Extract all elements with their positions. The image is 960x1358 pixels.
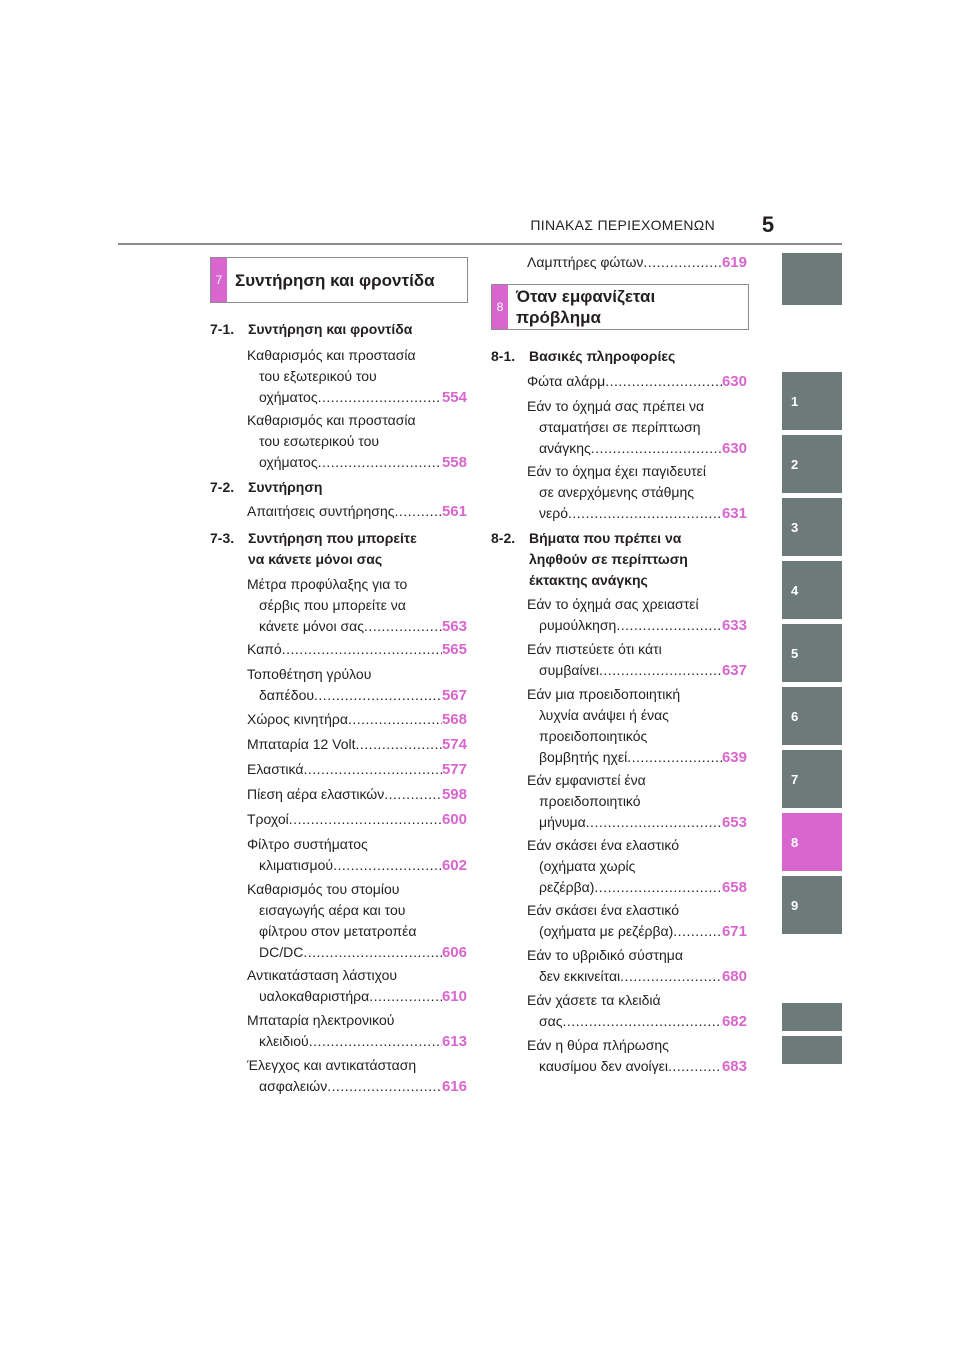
- entry-line: κάνετε μόνοι σας: [259, 618, 364, 634]
- entry-line: λυχνία ανάψει ή ένας: [539, 707, 669, 723]
- dot-leader: [289, 809, 442, 830]
- page-reference[interactable]: 683: [721, 1058, 747, 1075]
- page-reference[interactable]: 554: [441, 389, 467, 406]
- page-reference[interactable]: 574: [441, 736, 467, 753]
- tab-label: 8: [791, 834, 799, 850]
- dot-leader: [303, 759, 442, 780]
- page-reference[interactable]: 602: [441, 857, 467, 874]
- toc-entry[interactable]: [527, 371, 747, 392]
- toc-entry[interactable]: [247, 574, 467, 637]
- entry-line: Απαιτήσεις συντήρησης: [247, 503, 395, 519]
- entry-line: σέρβις που μπορείτε να: [259, 597, 406, 613]
- subsection-number: 7-2.: [210, 479, 235, 495]
- toc-entry[interactable]: [247, 965, 467, 1007]
- tab-chapter-1[interactable]: [782, 372, 842, 430]
- page-reference[interactable]: 637: [721, 662, 747, 679]
- tab-chapter-2[interactable]: [782, 435, 842, 493]
- page-reference[interactable]: 633: [721, 617, 747, 634]
- entry-line: δαπέδου: [259, 687, 315, 703]
- entry-line: Μπαταρία 12 Volt: [247, 736, 356, 752]
- page-reference[interactable]: 577: [441, 761, 467, 778]
- tab-label: 2: [791, 456, 799, 472]
- dot-leader: [591, 438, 722, 459]
- dot-leader: [616, 615, 722, 636]
- dot-leader: [668, 1056, 722, 1077]
- entry-line: Αντικατάσταση λάστιχου: [247, 967, 398, 983]
- subsection-8-2: [491, 528, 751, 591]
- entry-line: DC/DC: [259, 944, 304, 960]
- entry-line: Τοποθέτηση γρύλου: [247, 666, 372, 682]
- toc-entry[interactable]: [247, 664, 467, 706]
- tab-blank-top[interactable]: [782, 253, 842, 305]
- entry-line: Εάν το υβριδικό σύστημα: [527, 947, 683, 963]
- entry-line: Εάν σκάσει ένα ελαστικό: [527, 837, 680, 853]
- page-reference[interactable]: 568: [441, 711, 467, 728]
- toc-entry[interactable]: [527, 594, 747, 636]
- dot-leader: [369, 986, 442, 1007]
- toc-entry[interactable]: [527, 396, 747, 459]
- entry-line: Μπαταρία ηλεκτρονικού: [247, 1012, 395, 1028]
- section-number: 8: [492, 285, 508, 329]
- page-reference[interactable]: 680: [721, 968, 747, 985]
- entry-line: Εάν πιστεύετε ότι κάτι: [527, 641, 662, 657]
- toc-entry[interactable]: [247, 809, 467, 830]
- entry-line: ρεζέρβα): [539, 879, 595, 895]
- dot-leader: [356, 734, 442, 755]
- subsection-title: έκτακτης ανάγκης: [529, 572, 648, 588]
- subsection-title: Βήματα που πρέπει να: [529, 530, 682, 546]
- section-number: 7: [211, 258, 227, 302]
- page-reference[interactable]: 563: [441, 618, 467, 635]
- dot-leader: [318, 452, 442, 473]
- entry-line: ασφαλειών: [259, 1078, 328, 1094]
- entry-line: Φώτα αλάρμ: [527, 373, 606, 389]
- subsection-number: 7-1.: [210, 321, 235, 337]
- entry-line: νερό: [539, 505, 568, 521]
- tab-label: 7: [791, 771, 799, 787]
- toc-entry[interactable]: [247, 1010, 467, 1052]
- dot-leader: [599, 660, 722, 681]
- tab-chapter-6[interactable]: [782, 687, 842, 745]
- dot-leader: [348, 709, 442, 730]
- entry-line: συμβαίνει: [539, 662, 599, 678]
- toc-entry[interactable]: [527, 900, 747, 942]
- toc-entry[interactable]: [247, 709, 467, 730]
- toc-entry[interactable]: [247, 759, 467, 780]
- dot-leader: [620, 966, 722, 987]
- tab-label: 3: [791, 519, 799, 535]
- page-reference[interactable]: 616: [441, 1078, 467, 1095]
- entry-line: Πίεση αέρα ελαστικών: [247, 786, 385, 802]
- toc-entry[interactable]: [247, 501, 467, 522]
- entry-line: οχήματος: [259, 389, 318, 405]
- toc-entry[interactable]: [247, 410, 467, 473]
- entry-line: ανάγκης: [539, 440, 591, 456]
- toc-entry[interactable]: [527, 990, 747, 1032]
- subsection-number: 7-3.: [210, 530, 235, 546]
- entry-line: Χώρος κινητήρα: [247, 711, 348, 727]
- subsection-title: Βασικές πληροφορίες: [529, 348, 676, 364]
- dot-leader: [673, 921, 722, 942]
- page-reference[interactable]: 630: [721, 440, 747, 457]
- page-reference[interactable]: 658: [721, 879, 747, 896]
- entry-line: Εάν σκάσει ένα ελαστικό: [527, 902, 680, 918]
- entry-line: φίλτρου στον μετατροπέα: [259, 923, 417, 939]
- subsection-title: Συντήρηση: [248, 479, 323, 495]
- tab-chapter-3[interactable]: [782, 498, 842, 556]
- tab-chapter-7[interactable]: [782, 750, 842, 808]
- entry-line: Λαμπτήρες φώτων: [527, 254, 644, 270]
- entry-line: Καθαρισμός και προστασία: [247, 347, 416, 363]
- toc-entry[interactable]: [527, 684, 747, 768]
- page-reference[interactable]: 671: [721, 923, 747, 940]
- section-title-line: Όταν εμφανίζεται: [516, 287, 656, 306]
- tab-chapter-9[interactable]: [782, 876, 842, 934]
- entry-line: Τροχοί: [247, 811, 289, 827]
- page-reference[interactable]: 600: [441, 811, 467, 828]
- tab-label: 1: [791, 393, 799, 409]
- tab-label: 4: [791, 582, 799, 598]
- entry-line: εισαγωγής αέρα και του: [259, 902, 406, 918]
- entry-line: σας: [539, 1013, 563, 1029]
- dot-leader: [333, 855, 442, 876]
- page-number: 5: [761, 212, 775, 237]
- toc-entry[interactable]: [527, 945, 747, 987]
- entry-line: Εάν εμφανιστεί ένα: [527, 772, 646, 788]
- page-reference[interactable]: 682: [721, 1013, 747, 1030]
- page-reference[interactable]: 630: [721, 373, 747, 390]
- entry-line: δεν εκκινείται: [539, 968, 621, 984]
- page-reference[interactable]: 631: [721, 505, 747, 522]
- tab-label: 6: [791, 708, 799, 724]
- entry-line: Καθαρισμός του στομίου: [247, 881, 400, 897]
- dot-leader: [627, 747, 722, 768]
- toc-entry[interactable]: [247, 345, 467, 408]
- page-reference[interactable]: 653: [721, 814, 747, 831]
- entry-line: Εάν η θύρα πλήρωσης: [527, 1037, 669, 1053]
- page-reference[interactable]: 558: [441, 454, 467, 471]
- section-title-line: πρόβλημα: [516, 308, 601, 327]
- dot-leader: [568, 503, 722, 524]
- header-divider: [118, 243, 842, 245]
- dot-leader: [384, 784, 442, 805]
- dot-leader: [364, 616, 442, 637]
- section-title: [516, 285, 742, 329]
- page-reference[interactable]: 619: [721, 254, 747, 271]
- toc-entry[interactable]: [527, 1035, 747, 1077]
- dot-leader: [303, 942, 442, 963]
- entry-line: κλειδιού: [259, 1033, 309, 1049]
- subsection-title: να κάνετε μόνοι σας: [248, 551, 383, 567]
- toc-entry[interactable]: [247, 879, 467, 963]
- page-reference[interactable]: 565: [441, 641, 467, 658]
- header-title: ΠΙΝΑΚΑΣ ΠΕΡΙΕΧΟΜΕΝΩΝ: [530, 217, 715, 233]
- entry-line: Εάν το όχημά σας πρέπει να: [527, 398, 705, 414]
- dot-leader: [282, 639, 442, 660]
- entry-line: (οχήματα με ρεζέρβα): [539, 923, 674, 939]
- entry-line: του εξωτερικού του: [259, 368, 377, 384]
- dot-leader: [309, 1031, 442, 1052]
- page-reference[interactable]: 613: [441, 1033, 467, 1050]
- page-reference[interactable]: 598: [441, 786, 467, 803]
- entry-line: Εάν το όχημα έχει παγιδευτεί: [527, 463, 706, 479]
- dot-leader: [395, 501, 442, 522]
- section-title: Συντήρηση και φροντίδα: [235, 270, 435, 290]
- dot-leader: [605, 371, 722, 392]
- toc-entry[interactable]: [527, 770, 747, 833]
- entry-line: καυσίμου δεν ανοίγει: [539, 1058, 668, 1074]
- entry-line: Φίλτρο συστήματος: [247, 836, 368, 852]
- page-reference[interactable]: 606: [441, 944, 467, 961]
- dot-leader: [643, 252, 722, 273]
- dot-leader: [318, 387, 442, 408]
- toc-entry[interactable]: [247, 784, 467, 805]
- subsection-title: ληφθούν σε περίπτωση: [529, 551, 688, 567]
- entry-line: Καπό: [247, 641, 282, 657]
- entry-line: Έλεγχος και αντικατάσταση: [247, 1057, 417, 1073]
- entry-line: του εσωτερικού του: [259, 433, 380, 449]
- entry-line: προειδοποιητικός: [539, 728, 648, 744]
- subsection-number: 8-1.: [491, 348, 516, 364]
- page-reference[interactable]: 561: [441, 503, 467, 520]
- toc-entry[interactable]: [527, 639, 747, 681]
- page-reference[interactable]: 610: [441, 988, 467, 1005]
- tab-chapter-5[interactable]: [782, 624, 842, 682]
- entry-line: Μέτρα προφύλαξης για το: [247, 576, 408, 592]
- entry-line: ρυμούλκηση: [539, 617, 617, 633]
- entry-line: βομβητής ηχεί: [539, 749, 628, 765]
- toc-entry[interactable]: [247, 1055, 467, 1097]
- tab-label: 9: [791, 897, 799, 913]
- entry-line: σε ανερχόμενης στάθμης: [539, 484, 695, 500]
- entry-line: σταματήσει σε περίπτωση: [539, 419, 701, 435]
- entry-line: κλιματισμού: [259, 857, 334, 873]
- entry-line: μήνυμα: [539, 814, 586, 830]
- entry-line: Ελαστικά: [247, 761, 304, 777]
- tab-index-a[interactable]: [782, 1003, 842, 1031]
- toc-entry[interactable]: [247, 639, 467, 660]
- dot-leader: [327, 1076, 442, 1097]
- entry-line: Εάν το όχημά σας χρειαστεί: [527, 596, 699, 612]
- subsection-title: Συντήρηση που μπορείτε: [248, 530, 417, 546]
- page-reference[interactable]: 639: [721, 749, 747, 766]
- dot-leader: [562, 1011, 721, 1032]
- entry-line: (οχήματα χωρίς: [539, 858, 636, 874]
- tab-label: 5: [791, 645, 799, 661]
- section-header-8: [491, 284, 749, 330]
- tab-chapter-8[interactable]: [782, 813, 842, 871]
- subsection-number: 8-2.: [491, 530, 516, 546]
- dot-leader: [594, 877, 722, 898]
- toc-entry[interactable]: [527, 252, 747, 273]
- tab-index-b[interactable]: [782, 1036, 842, 1064]
- toc-entry[interactable]: [247, 834, 467, 876]
- dot-leader: [586, 812, 722, 833]
- section-header-7: [210, 257, 468, 303]
- entry-line: οχήματος: [259, 454, 318, 470]
- entry-line: υαλοκαθαριστήρα: [259, 988, 370, 1004]
- toc-entry[interactable]: [247, 734, 467, 755]
- dot-leader: [314, 685, 442, 706]
- toc-entry[interactable]: [527, 461, 747, 524]
- tab-chapter-4[interactable]: [782, 561, 842, 619]
- toc-entry[interactable]: [527, 835, 747, 898]
- subsection-title: Συντήρηση και φροντίδα: [248, 321, 413, 337]
- entry-line: Καθαρισμός και προστασία: [247, 412, 416, 428]
- subsection-7-3: [210, 528, 470, 570]
- entry-line: προειδοποιητικό: [539, 793, 641, 809]
- page-reference[interactable]: 567: [441, 687, 467, 704]
- entry-line: Εάν μια προειδοποιητική: [527, 686, 681, 702]
- entry-line: Εάν χάσετε τα κλειδιά: [527, 992, 661, 1008]
